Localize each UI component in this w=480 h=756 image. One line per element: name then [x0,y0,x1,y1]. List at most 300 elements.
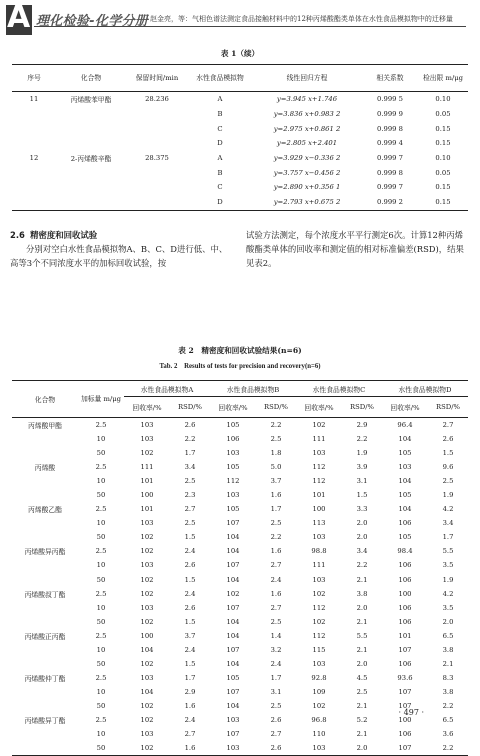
table2-cell: 107 [226,603,240,612]
table2-cell: 102 [312,617,326,626]
table2-cell: 102 [312,421,326,430]
table2-cell: 112 [226,477,240,486]
table2-cell: 3.7 [270,477,282,486]
table1-row [12,136,468,151]
table1-column-header: 线性回归方程 [252,65,362,92]
table2-cell: 102 [140,617,154,626]
table2-cell: 112 [312,603,326,612]
table2-cell: 106 [398,575,412,584]
table2-cell: 106 [398,519,412,528]
table2-cell: 103 [312,659,326,668]
table2-compound-cell: 丙烯酸叔丁酯 [24,590,66,599]
table2-cell: 104 [226,659,240,668]
table1-body [12,92,468,211]
table2-cell: 1.9 [442,575,454,584]
table2-cell: 2.6 [442,435,454,444]
table2-cell: 5.2 [356,716,368,724]
table2-cell: 3.4 [442,519,454,528]
table2-compound-cell [12,530,78,544]
table1-column-header: 序号 [12,65,56,92]
table2-cell: 1.4 [270,631,282,640]
table2-cell: 103 [140,561,154,570]
table1-row [12,121,468,136]
table2-row [12,474,468,488]
table2-cell: 2.5 [95,673,107,682]
table2-cell: 3.8 [442,645,454,654]
table2-cell: 5.0 [270,463,282,472]
section-paragraph-left: 分别对空白水性食品模拟物A、B、C、D进行低、中、高等3个不同浓度水平的加标回收试验，按 [10,244,228,268]
table1-row [12,151,468,166]
table2-cell: 50 [96,449,106,458]
table2-cell: 106 [398,603,412,612]
table2-compound-cell [12,446,78,460]
table2-cell: 4.2 [442,505,454,514]
table2-caption-en: Tab. 2 Results of tests for precision and recovery(n=6) [159,363,321,370]
table1-cell: 0.999 4 [377,139,403,148]
table1-cell [56,121,126,136]
table1-cell: 2-丙烯酸辛酯 [70,155,112,164]
table2-cell: 2.5 [95,631,107,640]
table2-cell: 113 [312,519,326,528]
table2-cell: 2.0 [356,533,368,542]
table2-cell: 107 [398,701,412,710]
table1-cell [12,165,56,180]
table2-cell: 2.1 [356,701,368,710]
table1-cell: 0.15 [435,124,451,133]
table2-cell: 2.5 [270,435,282,444]
table1-cell [126,165,188,180]
table2-compound-cell: 丙烯酸 [34,464,56,473]
table2-row [12,502,468,516]
table1-cell: y=3.945 x+1.746 [276,95,338,104]
table2-cell: 105 [226,505,240,514]
table2-cell: 106 [398,730,412,739]
table1-cell [126,121,188,136]
table2-cell: 2.9 [356,421,368,430]
table2-cell: 104 [226,617,240,626]
section-heading-number: 2.6 [10,230,25,240]
table2-cell: 5.5 [356,631,368,640]
table2-cell: 107 [382,741,428,756]
table2-cell: 102 [140,533,154,542]
table1-cell: B [217,168,223,177]
table1-cell: 28.375 [145,154,169,163]
table2-cell: 2.1 [356,617,368,626]
table2-cell: 103 [226,491,240,500]
table2-cell: 50 [96,701,106,710]
table2-cell: 2.7 [442,421,454,430]
table1-cell [126,195,188,210]
table1-cell: B [217,110,223,119]
table1-row [12,180,468,195]
table2-cell: 2.1 [356,645,368,654]
table2-cell: 100 [140,491,154,500]
table2-group-d: 水性食品模拟物D [382,381,468,397]
table1-cell [12,136,56,151]
table2-cell: 107 [398,687,412,696]
table2-compound-cell: 丙烯酸仲丁酯 [24,674,66,683]
table2-cell: 104 [398,477,412,486]
table2-cell: 107 [226,730,240,739]
table2 [12,380,468,756]
table2-cell: 2.5 [270,519,282,528]
table2-cell: 1.5 [184,659,196,668]
table2-row [12,615,468,629]
table2-cell: 2.5 [95,547,107,556]
table2-cell: 103 [140,435,154,444]
table2-cell: 105 [226,463,240,472]
table2-cell: 1.7 [270,505,282,514]
table1-cell: A [217,95,223,104]
table2-row [12,418,468,433]
table2-cell: 2.4 [184,547,196,556]
table2-sub-recovery: 回收率/% [296,397,342,418]
table2-row [12,488,468,502]
table2-row [12,643,468,657]
table2-cell: 2.5 [270,701,282,710]
table2-row [12,544,468,558]
table2-cell: 2.5 [95,505,107,514]
table2-cell: 3.5 [442,603,454,612]
table2-sub-rsd: RSD/% [428,397,468,418]
table2-cell: 104 [398,505,412,514]
table2-compound-cell: 丙烯酸甲酯 [28,422,62,431]
table2-cell: 2.1 [356,730,368,739]
table2-cell: 100 [312,505,326,514]
section-heading-title: 精密度和回收试验 [30,230,98,240]
table2-cell: 2.5 [95,716,107,724]
table2-cell: 3.4 [356,547,368,556]
running-head: 赵金亮，等：气相色谱法测定食品接触材料中的12种丙烯酸酯类单体在水性食品模拟物中的迁移量 [150,15,453,23]
table2-cell: 100 [398,589,412,598]
table2-cell: 104 [226,575,240,584]
table2-cell: 3.3 [356,505,368,514]
table2-cell: 5.5 [442,547,454,556]
table2-cell: 10 [96,730,106,739]
table2-cell: 103 [398,463,412,472]
page-number: · 497 · [398,708,424,717]
journal-name: 理化检验-化学分册 [36,14,149,29]
table2-cell: 50 [96,533,106,542]
table2-row [12,671,468,685]
table2-cell: 103 [140,730,154,739]
table2-cell: 1.6 [184,701,196,710]
table2-row [12,685,468,699]
table2-cell: 2.0 [356,519,368,528]
table1-cell [56,180,126,195]
table2-cell: 100 [398,716,412,724]
table2-cell: 1.7 [184,673,196,682]
table2-cell: 3.5 [442,561,454,570]
table2-sub-recovery: 回收率/% [124,397,170,418]
table2-compound-cell: 丙烯酸正丙酯 [24,632,66,641]
table2-cell: 6.5 [442,631,454,640]
table1-cell: y=2.975 x+0.861 2 [273,124,341,133]
table2-cell: 2.7 [270,730,282,739]
table2-cell: 10 [96,603,106,612]
table2-cell: 2.2 [428,741,468,756]
table2-row [12,727,468,741]
table2-cell: 4.5 [356,673,368,682]
table2-cell: 2.2 [184,435,196,444]
table1-cell: 0.05 [435,168,451,177]
table1-cell: A [217,154,223,163]
table2-col-spike: 加标量 m/μg [78,381,124,418]
table2-row [12,432,468,446]
table2-cell: 103 [312,533,326,542]
table2-cell: 112 [312,631,326,640]
table1-cell [12,195,56,210]
table2-cell: 2.5 [95,463,107,472]
table2-cell: 3.1 [356,477,368,486]
table1-row [12,107,468,122]
table2-compound-cell [12,488,78,502]
table2-cell: 1.5 [356,491,368,500]
table1-cell: y=2.793 x+0.675 2 [252,195,362,210]
table2-cell: 1.6 [270,589,282,598]
table2-compound-cell [12,558,78,572]
table2-cell: 103 [210,741,256,756]
table2-cell: 10 [96,519,106,528]
table2-cell: 103 [226,449,240,458]
table2-cell: 98.4 [397,547,413,556]
table2-group-a: 水性食品模拟物A [124,381,210,397]
table2-cell: 50 [78,741,124,756]
table2-cell: 106 [398,659,412,668]
table2-cell: 103 [226,716,240,724]
table2-cell: 107 [226,645,240,654]
table1-row [12,165,468,180]
table1-cell: y=3.836 x+0.983 2 [273,110,341,119]
table2-cell: 1.5 [442,449,454,458]
table1-cell: 0.999 5 [377,95,403,104]
table2-compound-cell [12,657,78,671]
table2-compound-cell [12,615,78,629]
table2-cell: 92.8 [311,673,327,682]
table2-cell: 6.5 [442,716,454,724]
table2-cell: 1.7 [442,533,454,542]
table2-cell: 2.5 [356,687,368,696]
table2-cell: 1.6 [270,491,282,500]
table2-cell: 93.6 [397,673,413,682]
table2-cell: 102 [140,659,154,668]
table2-cell: 2.0 [342,741,382,756]
table1-column-header: 水性食品模拟物 [188,65,252,92]
table2-cell: 1.5 [184,533,196,542]
table2-cell: 10 [96,687,106,696]
table1-cell: 丙烯酸苯甲酯 [70,96,112,105]
table2-row [12,573,468,587]
table2-row [12,530,468,544]
table2-cell: 112 [312,477,326,486]
table2-cell: 111 [140,463,154,472]
table2-cell: 103 [312,449,326,458]
table2-cell: 2.2 [356,561,368,570]
table2-row [12,629,468,643]
table2-cell: 2.9 [184,687,196,696]
table2-cell: 10 [96,561,106,570]
table2-compound-cell: 丙烯酸乙酯 [28,506,62,515]
table1-cell: y=2.890 x+0.356 1 [273,183,341,192]
table2-row [12,601,468,615]
table2-cell: 50 [96,659,106,668]
table2-cell: 2.4 [270,575,282,584]
table2-cell: 102 [140,449,154,458]
table2-cell: 50 [96,575,106,584]
table2-cell: 101 [140,505,154,514]
table2-cell: 110 [312,730,326,739]
table1-cell [126,107,188,122]
table2-cell: 2.5 [95,421,107,430]
table1-cell: 0.05 [435,110,451,119]
table2-cell: 103 [140,603,154,612]
table2-sub-recovery: 回收率/% [382,397,428,418]
table2-cell: 3.9 [356,463,368,472]
table2-cell: 8.3 [442,673,454,682]
section-text [10,228,470,270]
table2-compound-cell [12,741,78,756]
table1-cell: 0.10 [435,154,451,163]
table2-cell: 2.7 [270,603,282,612]
table1-cell: 0.15 [418,195,468,210]
table2-cell: 107 [226,561,240,570]
table2-row [12,516,468,530]
table2-cell: 104 [226,547,240,556]
table2-cell: 102 [312,589,326,598]
table2-compound-cell [12,516,78,530]
table2-compound-cell [12,474,78,488]
table2-cell: 107 [398,645,412,654]
table2-cell: 1.6 [170,741,210,756]
table2-cell: 106 [226,435,240,444]
table2-cell: 3.8 [356,589,368,598]
table2-cell: 105 [398,533,412,542]
table2-cell: 50 [96,491,106,500]
table2-cell: 103 [296,741,342,756]
table2-col-compound: 化合物 [12,381,78,418]
table2-cell: 50 [96,617,106,626]
table1-cell [56,165,126,180]
table2-cell: 3.7 [184,631,196,640]
table2-cell: 105 [398,491,412,500]
table1-cell: 0.999 9 [377,110,403,119]
table1-cell [56,195,126,210]
table2-cell: 1.5 [184,617,196,626]
table2-cell: 111 [312,435,326,444]
table2-cell: 105 [398,449,412,458]
table2-cell: 104 [140,687,154,696]
table2-cell: 2.4 [184,589,196,598]
table1-cell: y=3.929 x−0.336 2 [273,154,341,163]
table2-compound-cell [12,601,78,615]
table1-column-header: 化合物 [56,65,126,92]
table2-cell: 104 [140,645,154,654]
table2-cell: 111 [312,561,326,570]
table2-cell: 2.6 [184,603,196,612]
table2-compound-cell: 丙烯酸异丁酯 [24,717,66,725]
table2-cell: 101 [312,491,326,500]
table1-cell: 0.999 7 [377,154,403,163]
table1-cell: 0.999 2 [362,195,418,210]
table2-cell: 2.6 [270,716,282,724]
table2-cell: 4.2 [442,589,454,598]
table1-caption: 表 1（续） [220,49,260,58]
table1-cell: 0.15 [435,183,451,192]
table1-cell: 28.236 [145,95,169,104]
table2-cell: 1.7 [270,673,282,682]
table2-compound-cell: 丙烯酸异丙酯 [24,548,66,557]
table1-header-row [12,65,468,92]
table2-cell: 2.6 [256,741,296,756]
table1-cell: 0.999 8 [377,168,403,177]
section-left-column [10,228,234,270]
table2-cell: 2.7 [270,561,282,570]
table2-cell: 106 [398,617,412,626]
table2-cell: 115 [312,645,326,654]
table2-cell: 2.0 [442,617,454,626]
table2-cell: 104 [226,701,240,710]
table2-cell: 1.5 [184,575,196,584]
table2-cell: 2.6 [184,421,196,430]
table2-cell: 100 [140,631,154,640]
table2-cell: 102 [124,741,170,756]
table1-cell: 0.999 8 [377,124,403,133]
table2-cell: 2.4 [184,645,196,654]
table2-header-row-1 [12,381,468,397]
table2-cell: 105 [226,421,240,430]
table1-cell: D [188,195,252,210]
table1-column-header: 相关系数 [362,65,418,92]
table2-cell: 2.1 [442,659,454,668]
table2-group-c: 水性食品模拟物C [296,381,382,397]
table1-cell [126,136,188,151]
table2-cell: 10 [96,435,106,444]
table2-cell: 104 [398,435,412,444]
table2-cell: 2.0 [356,603,368,612]
journal-logo-letter: A [7,0,31,35]
table2-cell: 10 [96,477,106,486]
table2-cell: 2.2 [442,701,454,710]
table1-cell [12,121,56,136]
table2-cell: 103 [140,673,154,682]
table2-cell: 112 [312,463,326,472]
table2-cell: 2.7 [184,730,196,739]
table1-cell: 11 [29,95,39,104]
table1-cell [126,180,188,195]
table2-cell: 102 [140,575,154,584]
table2-cell: 3.6 [442,730,454,739]
header-rule [34,26,466,27]
table1-cell [12,180,56,195]
table1-column-header: 检出限 m/μg [418,65,468,92]
table2-cell: 2.6 [184,561,196,570]
table2-cell: 103 [140,421,154,430]
table2-caption-cn: 表 2 精密度和回收试验结果(n=6) [178,346,302,355]
table1-cell: D [217,139,223,148]
table2-cell: 96.4 [397,421,413,430]
table2-cell: 102 [312,701,326,710]
table2-cell: 2.1 [356,575,368,584]
table2-cell: 2.5 [184,519,196,528]
table2-compound-cell [12,432,78,446]
table2-compound-cell [12,727,78,741]
table2-cell: 102 [226,589,240,598]
table2-cell: 2.7 [184,505,196,514]
table2-cell: 2.0 [356,659,368,668]
table1-column-header: 保留时间/min [126,65,188,92]
table2-cell: 107 [226,519,240,528]
table1-cell: y=2.805 x+2.401 [276,139,338,148]
